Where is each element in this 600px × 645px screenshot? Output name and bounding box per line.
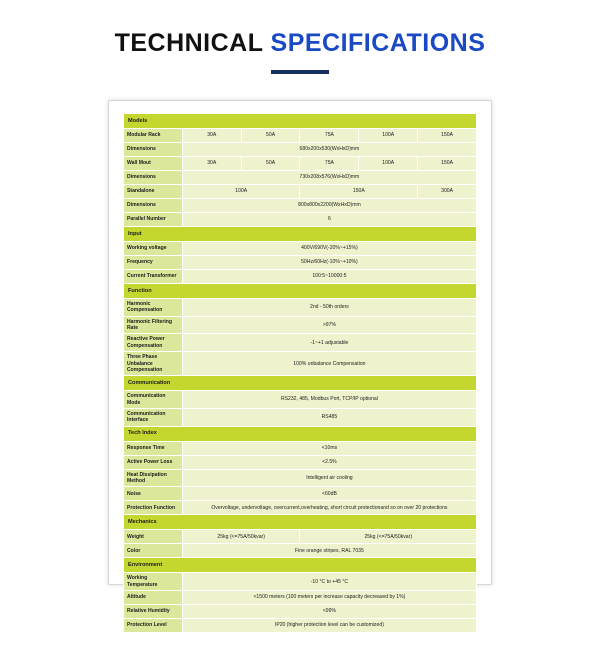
- row-label: Dimensions: [124, 143, 183, 157]
- spec-sheet: [108, 100, 492, 629]
- row-value: 2nd - 50th orders: [182, 299, 476, 317]
- row-label: Heat Dissipation Method: [124, 469, 183, 487]
- row-value: Fine orange stripes, RAL 7035: [182, 544, 476, 558]
- table-row: [124, 199, 477, 213]
- row-label: Dimensions: [124, 171, 183, 185]
- row-label: Three Phase Unbalance Compensation: [124, 352, 183, 376]
- row-label: Weight: [124, 530, 183, 544]
- row-value: 150A: [418, 157, 477, 171]
- row-value: 30A: [182, 157, 241, 171]
- section-header-row: [124, 284, 477, 299]
- row-label: Communication Mode: [124, 391, 183, 409]
- row-value: 100A: [359, 157, 418, 171]
- row-label: Harmonic Filtering Rate: [124, 316, 183, 334]
- table-row: [124, 129, 477, 143]
- row-value: 25kg (<=75A/50kvar): [182, 530, 300, 544]
- table-row: [124, 619, 477, 633]
- row-value: 100A: [359, 129, 418, 143]
- section-title: Models: [124, 114, 477, 129]
- section-title: Function: [124, 284, 477, 299]
- table-row: [124, 157, 477, 171]
- row-value: 150A: [300, 185, 418, 199]
- row-value: <1500 meters (100 meters per increase capacity decreased by 1%): [182, 591, 476, 605]
- section-header-row: [124, 114, 477, 129]
- title-text-part1: TECHNICAL: [114, 29, 271, 57]
- row-value: <2.5%: [182, 455, 476, 469]
- specifications-table: [123, 113, 477, 633]
- table-row: [124, 213, 477, 227]
- row-label: Harmonic Compensation: [124, 299, 183, 317]
- row-value: 300A: [418, 185, 477, 199]
- table-row: [124, 299, 477, 317]
- row-value: 50A: [241, 157, 300, 171]
- title-text: [0, 30, 600, 58]
- row-value: RS485: [182, 408, 476, 426]
- section-header-row: [124, 558, 477, 573]
- spec-table-body: [124, 114, 477, 633]
- table-row: [124, 270, 477, 284]
- row-value: -1~+1 adjustable: [182, 334, 476, 352]
- row-value: 75A: [300, 129, 359, 143]
- row-label: Standalone: [124, 185, 183, 199]
- row-label: Current Transformer: [124, 270, 183, 284]
- row-value: 150A: [418, 129, 477, 143]
- spec-table-wrapper: [109, 101, 491, 645]
- section-header-row: [124, 227, 477, 242]
- table-row: [124, 544, 477, 558]
- row-label: Protection Function: [124, 501, 183, 515]
- page-title: [0, 0, 600, 74]
- row-label: Color: [124, 544, 183, 558]
- section-title: Input: [124, 227, 477, 242]
- row-value: 100% unbalance Compensation: [182, 352, 476, 376]
- table-row: [124, 391, 477, 409]
- table-row: [124, 171, 477, 185]
- row-value: Intelligent air cooling: [182, 469, 476, 487]
- row-label: Frequency: [124, 256, 183, 270]
- row-label: Parallel Number: [124, 213, 183, 227]
- row-value: 50A: [241, 129, 300, 143]
- table-row: [124, 455, 477, 469]
- row-label: Dimensions: [124, 199, 183, 213]
- row-value: 100:5~10000:5: [182, 270, 476, 284]
- row-value: RS232, 485, Modbus Port, TCP/IP optional: [182, 391, 476, 409]
- row-value: 75A: [300, 157, 359, 171]
- row-value: >97%: [182, 316, 476, 334]
- table-row: [124, 573, 477, 591]
- table-row: [124, 441, 477, 455]
- row-label: Protection Level: [124, 619, 183, 633]
- table-row: [124, 256, 477, 270]
- row-value: Overvoltage, undervoltage, overcurrent,overheating, short circuit protectionand so on over 20 protections: [182, 501, 476, 515]
- row-value: 50Hz/60Hz(-10%~+10%): [182, 256, 476, 270]
- section-title: Environment: [124, 558, 477, 573]
- row-value: 800x800x2200(WxHxD)mm: [182, 199, 476, 213]
- table-row: [124, 316, 477, 334]
- row-value: 400V/690V(-20%~+15%): [182, 242, 476, 256]
- row-value: <10ms: [182, 441, 476, 455]
- row-value: <60dB: [182, 487, 476, 501]
- title-text-part2: SPECIFICATIONS: [270, 29, 486, 57]
- row-label: Active Power Loss: [124, 455, 183, 469]
- row-value: 6: [182, 213, 476, 227]
- table-row: [124, 408, 477, 426]
- row-label: Working Temperature: [124, 573, 183, 591]
- section-title: Mechanics: [124, 515, 477, 530]
- row-value: 25kg (<=75A/50kvar): [300, 530, 477, 544]
- table-row: [124, 605, 477, 619]
- title-underline: [271, 70, 329, 74]
- table-row: [124, 242, 477, 256]
- section-header-row: [124, 376, 477, 391]
- table-row: [124, 591, 477, 605]
- section-title: Communication: [124, 376, 477, 391]
- table-row: [124, 487, 477, 501]
- table-row: [124, 143, 477, 157]
- table-row: [124, 530, 477, 544]
- row-label: Altitude: [124, 591, 183, 605]
- row-value: IP20 (higher protection level can be customized): [182, 619, 476, 633]
- table-row: [124, 185, 477, 199]
- section-header-row: [124, 515, 477, 530]
- row-label: Working voltage: [124, 242, 183, 256]
- table-row: [124, 352, 477, 376]
- row-label: Communication Interface: [124, 408, 183, 426]
- row-value: <99%: [182, 605, 476, 619]
- row-label: Relative Humidity: [124, 605, 183, 619]
- table-row: [124, 469, 477, 487]
- row-label: Modular Rack: [124, 129, 183, 143]
- row-label: Noise: [124, 487, 183, 501]
- table-row: [124, 501, 477, 515]
- row-label: Wall Mout: [124, 157, 183, 171]
- row-label: Response Time: [124, 441, 183, 455]
- section-header-row: [124, 426, 477, 441]
- row-value: -10 °C to +45 °C: [182, 573, 476, 591]
- row-value: 680x200x530(WxHxD)mm: [182, 143, 476, 157]
- row-value: 730x208x576(WxHxD)mm: [182, 171, 476, 185]
- section-title: Tech Index: [124, 426, 477, 441]
- table-row: [124, 334, 477, 352]
- row-value: 30A: [182, 129, 241, 143]
- row-value: 100A: [182, 185, 300, 199]
- row-label: Reactive Power Compensation: [124, 334, 183, 352]
